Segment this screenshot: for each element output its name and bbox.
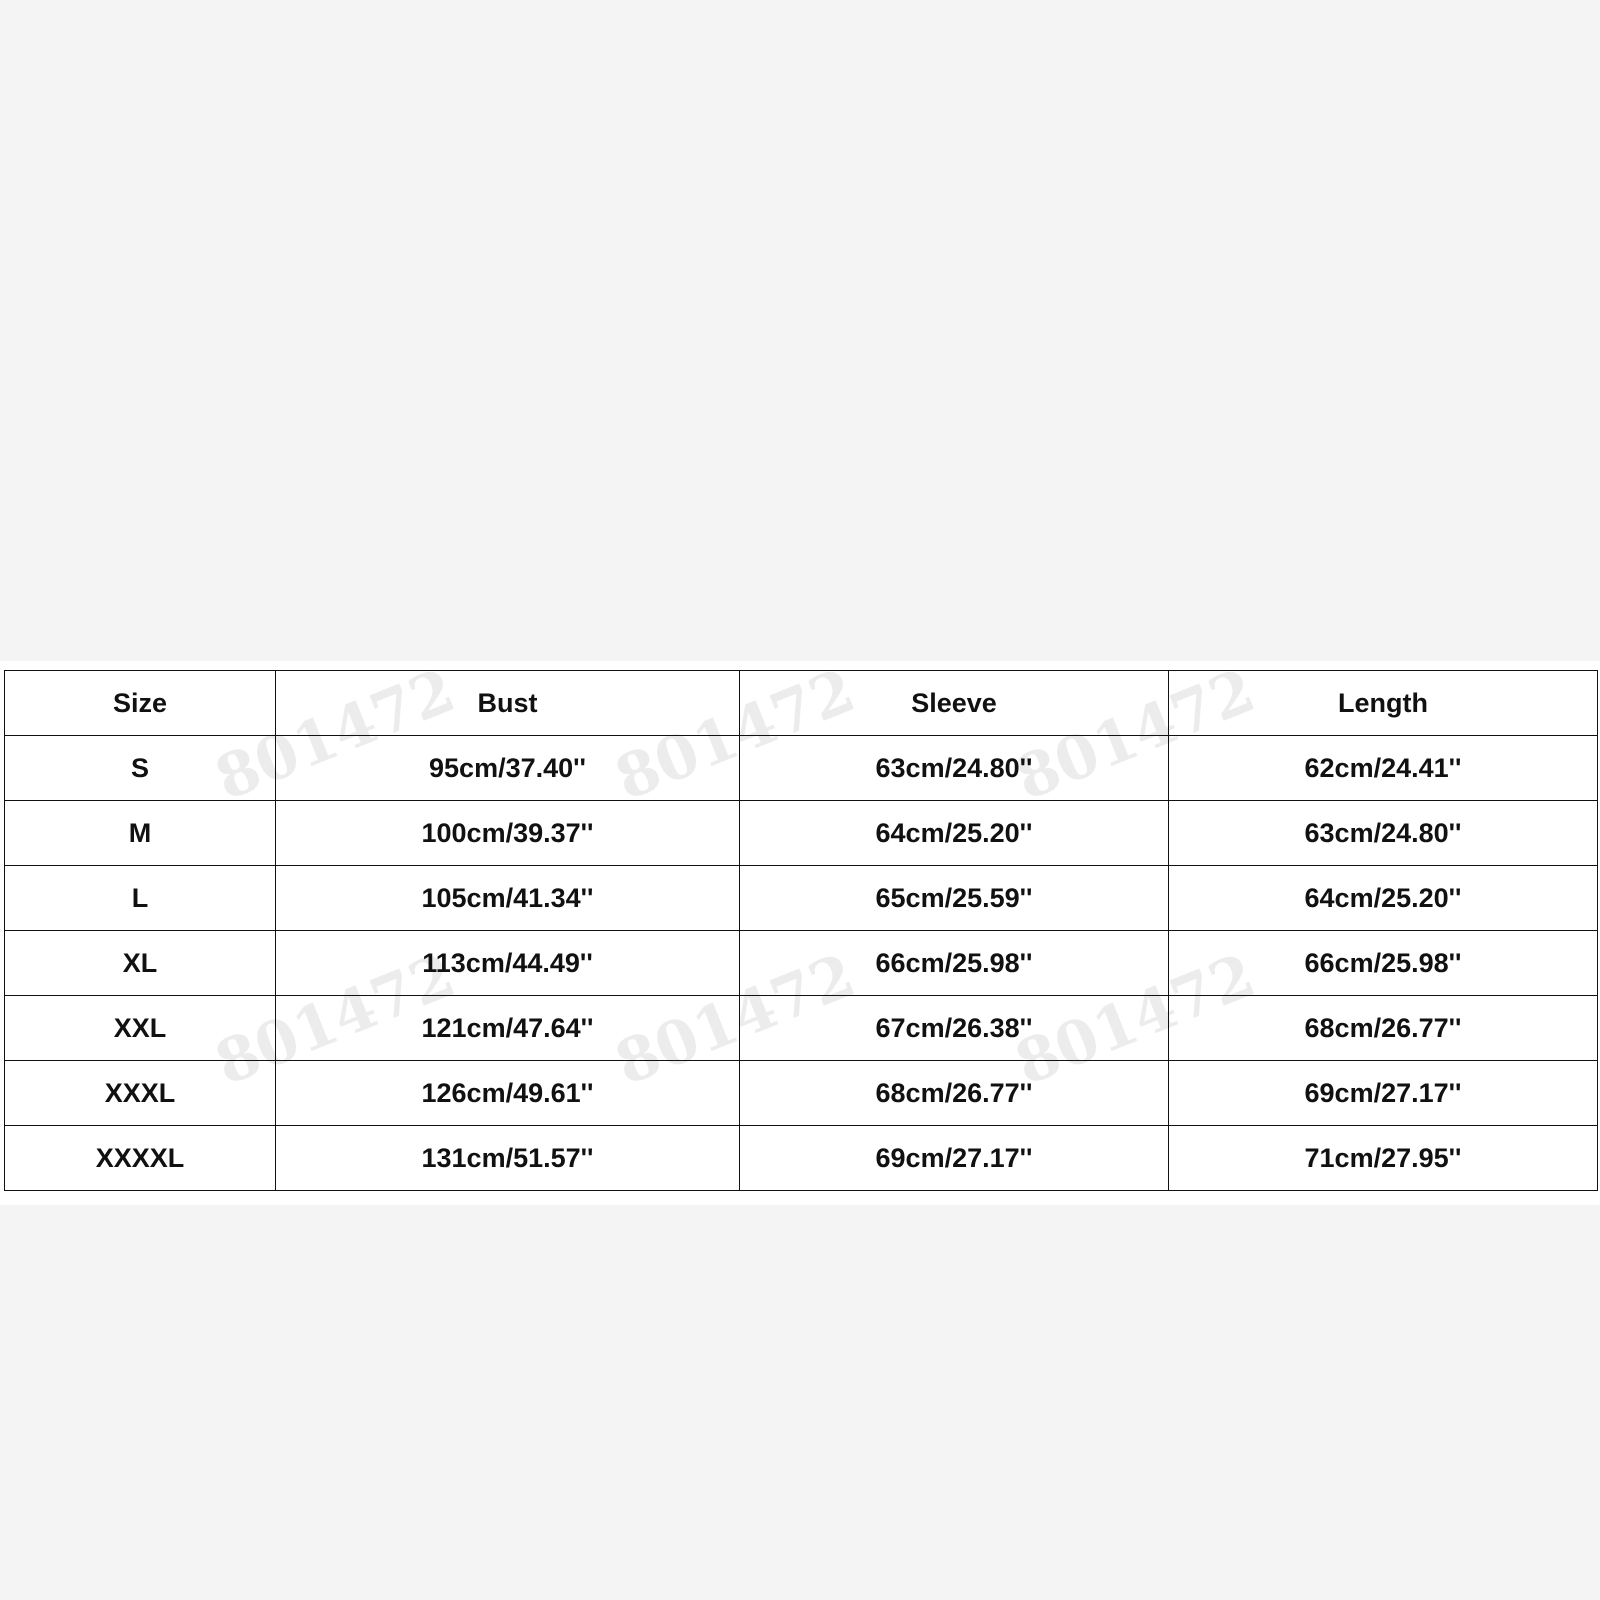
- sleeve-cell: 67cm/26.38'': [740, 996, 1169, 1061]
- watermark: 801472: [606, 655, 865, 815]
- bust-cell: 113cm/44.49'': [276, 931, 740, 996]
- header-bust: Bust: [276, 671, 740, 736]
- table-row: [5, 736, 1598, 801]
- table-row: [5, 866, 1598, 931]
- bust-cell: 121cm/47.64'': [276, 996, 740, 1061]
- length-cell: 64cm/25.20'': [1169, 866, 1598, 931]
- bust-cell: 131cm/51.57'': [276, 1126, 740, 1191]
- size-cell: XXL: [5, 996, 276, 1061]
- bust-cell: 105cm/41.34'': [276, 866, 740, 931]
- table-row: [5, 801, 1598, 866]
- length-cell: 68cm/26.77'': [1169, 996, 1598, 1061]
- header-row: [5, 671, 1598, 736]
- watermark: 801472: [606, 940, 865, 1100]
- watermark: 801472: [206, 655, 465, 815]
- header-length: Length: [1169, 671, 1598, 736]
- length-cell: 69cm/27.17'': [1169, 1061, 1598, 1126]
- length-cell: 71cm/27.95'': [1169, 1126, 1598, 1191]
- size-cell: XL: [5, 931, 276, 996]
- watermark: 801472: [1006, 940, 1265, 1100]
- table-row: [5, 996, 1598, 1061]
- size-cell: XXXL: [5, 1061, 276, 1126]
- watermark: 801472: [206, 940, 465, 1100]
- size-cell: XXXXL: [5, 1126, 276, 1191]
- table-row: [5, 1126, 1598, 1191]
- header-size: Size: [5, 671, 276, 736]
- length-cell: 62cm/24.41'': [1169, 736, 1598, 801]
- sleeve-cell: 63cm/24.80'': [740, 736, 1169, 801]
- size-cell: L: [5, 866, 276, 931]
- bust-cell: 126cm/49.61'': [276, 1061, 740, 1126]
- size-chart-table: [4, 670, 1598, 1191]
- table-row: [5, 931, 1598, 996]
- sleeve-cell: 69cm/27.17'': [740, 1126, 1169, 1191]
- size-cell: S: [5, 736, 276, 801]
- table-row: [5, 1061, 1598, 1126]
- watermark: 801472: [1006, 655, 1265, 815]
- length-cell: 63cm/24.80'': [1169, 801, 1598, 866]
- sleeve-cell: 64cm/25.20'': [740, 801, 1169, 866]
- bust-cell: 100cm/39.37'': [276, 801, 740, 866]
- sleeve-cell: 66cm/25.98'': [740, 931, 1169, 996]
- header-sleeve: Sleeve: [740, 671, 1169, 736]
- sleeve-cell: 65cm/25.59'': [740, 866, 1169, 931]
- length-cell: 66cm/25.98'': [1169, 931, 1598, 996]
- sleeve-cell: 68cm/26.77'': [740, 1061, 1169, 1126]
- size-cell: M: [5, 801, 276, 866]
- bust-cell: 95cm/37.40'': [276, 736, 740, 801]
